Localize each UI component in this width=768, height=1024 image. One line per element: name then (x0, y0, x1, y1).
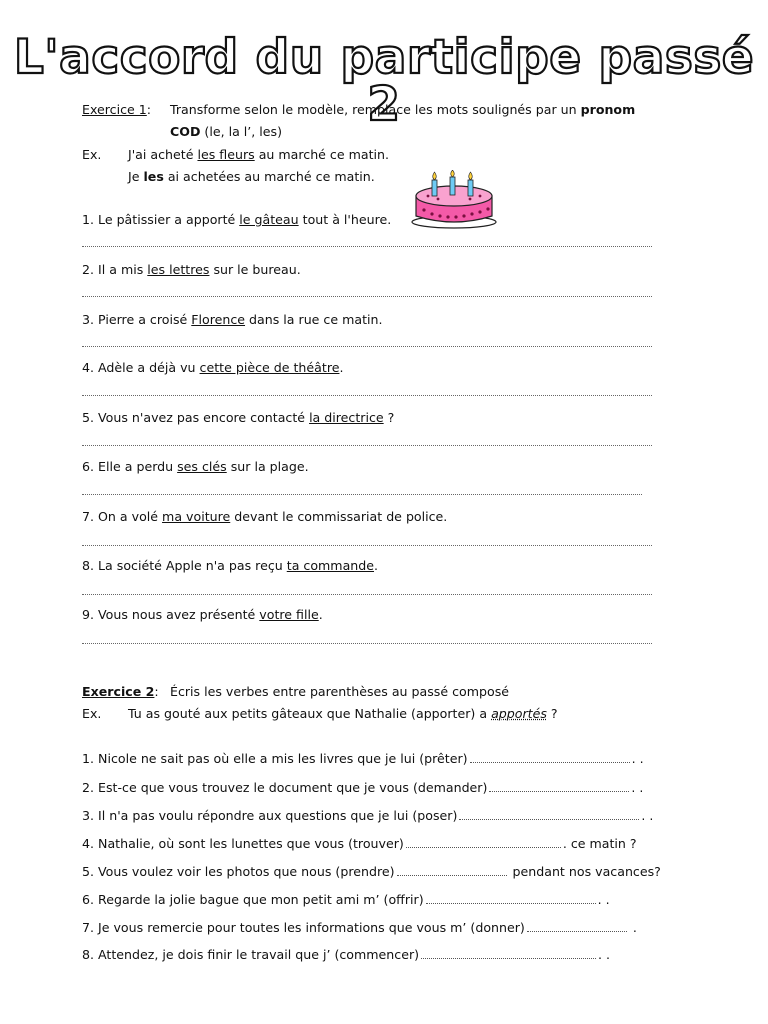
answer-line-5[interactable] (82, 445, 652, 446)
ex2-blank-5[interactable] (397, 865, 507, 876)
answer-line-1[interactable] (82, 246, 652, 247)
answer-line-6[interactable] (82, 494, 642, 495)
ex1-item-3-u: Florence (191, 312, 246, 327)
ex2-blank-3[interactable] (459, 809, 639, 820)
ex2-blank-1[interactable] (470, 752, 630, 763)
ex1-instr-d: (le, la l’, les) (200, 124, 283, 139)
ex1-item-7 (82, 509, 447, 525)
ex1-instruction (170, 102, 635, 118)
ex2-item-7 (82, 920, 637, 936)
ex1-item-4-a: 4. Adèle a déjà vu (82, 360, 200, 375)
ex1-item-9-a: 9. Vous nous avez présenté (82, 607, 260, 622)
answer-line-7[interactable] (82, 545, 652, 546)
ex1-example-prefix: Ex. (82, 147, 102, 162)
ex1-example-line-1 (128, 147, 389, 163)
ex2-example-answer: apportés (491, 706, 547, 721)
ex2-blank-8[interactable] (421, 948, 596, 959)
ex2-item-4-b: . ce matin ? (562, 836, 637, 851)
ex1-colon: : (146, 102, 152, 117)
ex1-item-6-b: sur la plage. (226, 459, 309, 474)
ex1-item-8 (82, 558, 378, 574)
ex2-item-4-a: 4. Nathalie, où sont les lunettes que vous (trouver) (82, 836, 404, 851)
ex1-item-9 (82, 607, 323, 623)
ex1-label: Exercice 1 (82, 102, 147, 117)
ex2-item-2-b: . . (631, 780, 644, 795)
ex2-item-6-b: . . (597, 892, 610, 907)
ex1-label-line (82, 102, 151, 118)
ex2-item-3-a: 3. Il n'a pas voulu répondre aux questions que je lui (poser) (82, 808, 458, 823)
ex2-item-3-b: . . (641, 808, 654, 823)
ex2-item-7-a: 7. Je vous remercie pour toutes les informations que vous m’ (donner) (82, 920, 525, 935)
ex2-label-line (82, 684, 159, 700)
ex1-item-1-u: le gâteau (239, 212, 299, 227)
ex1-item-8-u: ta commande (286, 558, 375, 573)
ex2-item-2-a: 2. Est-ce que vous trouvez le document que je vous (demander) (82, 780, 488, 795)
ex1-item-4 (82, 360, 343, 376)
ex1-instr-b: pronom (580, 102, 636, 117)
ex2-item-4 (82, 836, 637, 852)
ex1-example-1b: au marché ce matin. (254, 147, 390, 162)
ex2-item-8 (82, 947, 610, 963)
ex1-item-2-a: 2. Il a mis (82, 262, 148, 277)
ex1-item-8-a: 8. La société Apple n'a pas reçu (82, 558, 287, 573)
ex2-item-5 (82, 864, 661, 880)
ex2-example (128, 706, 558, 722)
ex2-colon: : (154, 684, 159, 699)
ex2-item-1 (82, 751, 644, 767)
ex2-blank-7[interactable] (527, 921, 627, 932)
ex2-item-8-b: . . (598, 947, 611, 962)
ex2-blank-6[interactable] (426, 893, 596, 904)
ex1-item-2-u: les lettres (147, 262, 210, 277)
ex2-instruction: Écris les verbes entre parenthèses au passé composé (170, 684, 510, 699)
ex1-item-7-a: 7. On a volé (82, 509, 163, 524)
ex2-item-3 (82, 808, 653, 824)
answer-line-8[interactable] (82, 594, 652, 595)
ex1-item-3-b: dans la rue ce matin. (245, 312, 383, 327)
ex1-example-2b: les (143, 169, 164, 184)
ex1-item-7-u: ma voiture (162, 509, 231, 524)
answer-line-4[interactable] (82, 395, 652, 396)
ex1-item-9-b: . (318, 607, 323, 622)
ex1-item-5-u: la directrice (309, 410, 384, 425)
ex1-instruction-2 (170, 124, 282, 140)
birthday-cake-icon (408, 170, 500, 230)
ex2-label: Exercice 2 (82, 684, 155, 699)
ex1-instr-c: COD (170, 124, 201, 139)
answer-line-3[interactable] (82, 346, 652, 347)
ex1-example-2a: Je (128, 169, 144, 184)
ex2-item-7-b: . (628, 920, 637, 935)
ex1-item-7-b: devant le commissariat de police. (230, 509, 448, 524)
ex2-example-b: ? (546, 706, 558, 721)
ex1-item-2 (82, 262, 301, 278)
ex1-item-1 (82, 212, 391, 228)
ex1-item-1-b: tout à l'heure. (298, 212, 392, 227)
ex1-item-1-a: 1. Le pâtissier a apporté (82, 212, 240, 227)
answer-line-2[interactable] (82, 296, 652, 297)
ex1-item-5-a: 5. Vous n'avez pas encore contacté (82, 410, 310, 425)
page-title: L'accord du participe passé 2 (13, 30, 755, 132)
ex1-item-4-b: . (339, 360, 344, 375)
ex1-example-2c: ai achetées au marché ce matin. (163, 169, 375, 184)
ex2-item-1-a: 1. Nicole ne sait pas où elle a mis les livres que je lui (prêter) (82, 751, 468, 766)
ex1-item-5-b: ? (383, 410, 395, 425)
ex1-item-8-b: . (374, 558, 379, 573)
ex2-item-8-a: 8. Attendez, je dois finir le travail que j’ (commencer) (82, 947, 420, 962)
ex2-blank-4[interactable] (406, 837, 561, 848)
ex2-item-1-b: . . (631, 751, 644, 766)
ex2-example-a: Tu as gouté aux petits gâteaux que Nathalie (apporter) a (128, 706, 492, 721)
ex1-item-9-u: votre fille (259, 607, 319, 622)
ex1-item-4-u: cette pièce de théâtre (199, 360, 340, 375)
ex2-item-5-a: 5. Vous voulez voir les photos que nous (prendre) (82, 864, 395, 879)
ex1-example-1u: les fleurs (197, 147, 255, 162)
ex1-item-6-a: 6. Elle a perdu (82, 459, 178, 474)
ex1-item-3 (82, 312, 383, 328)
ex2-item-2 (82, 780, 643, 796)
answer-line-9[interactable] (82, 643, 652, 644)
ex1-item-2-b: sur le bureau. (209, 262, 301, 277)
ex1-example-line-2 (128, 169, 375, 185)
ex2-item-6-a: 6. Regarde la jolie bague que mon petit ami m’ (offrir) (82, 892, 424, 907)
ex1-item-6 (82, 459, 309, 475)
ex1-item-5 (82, 410, 394, 426)
ex1-item-6-u: ses clés (177, 459, 227, 474)
ex2-blank-2[interactable] (489, 781, 629, 792)
ex1-instr-a: Transforme selon le modèle, remplace les mots soulignés par un (170, 102, 581, 117)
ex2-example-prefix: Ex. (82, 706, 102, 721)
ex2-item-5-b: pendant nos vacances? (508, 864, 661, 879)
ex1-example-1a: J'ai acheté (128, 147, 198, 162)
ex2-item-6 (82, 892, 610, 908)
ex1-item-3-a: 3. Pierre a croisé (82, 312, 192, 327)
